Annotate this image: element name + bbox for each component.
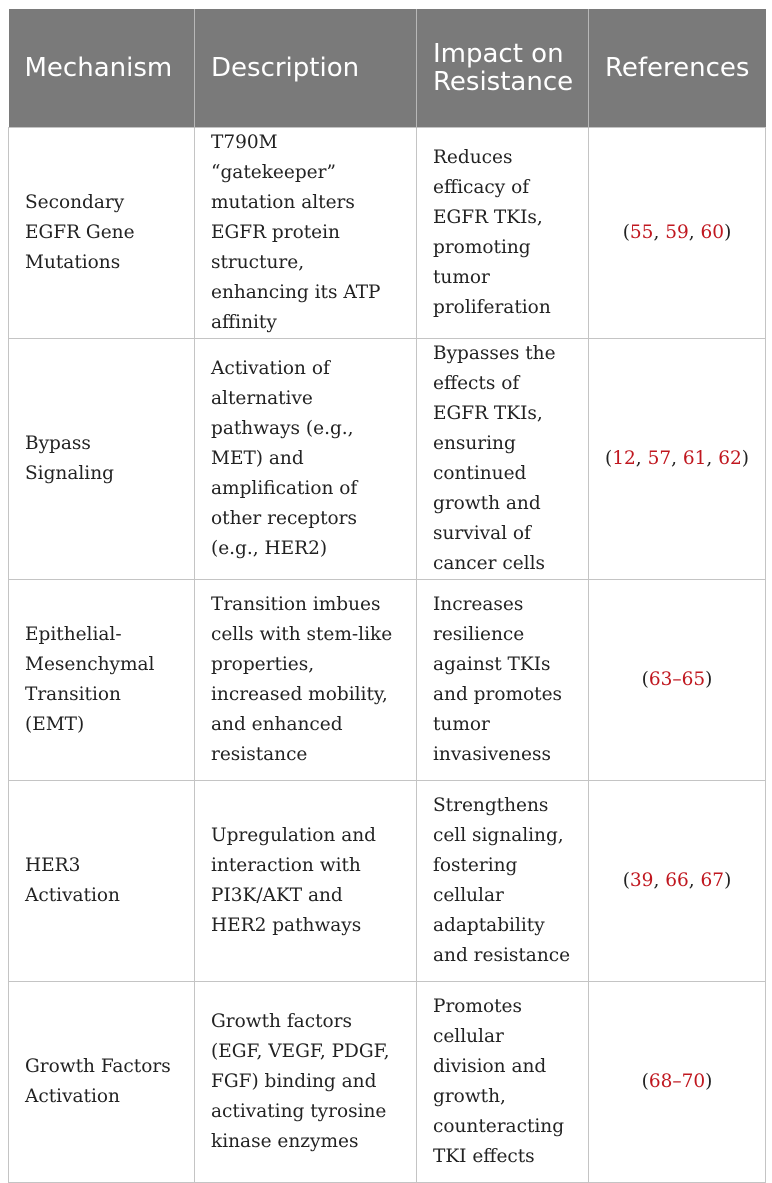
ref-open-paren: ( (605, 448, 613, 469)
ref-close-paren: ) (705, 669, 713, 690)
ref-close-paren: ) (705, 1071, 713, 1092)
reference-link[interactable]: 67 (700, 870, 725, 891)
reference-link[interactable]: 66 (665, 870, 689, 891)
references-cell (589, 580, 766, 781)
ref-separator: , (688, 222, 701, 243)
header-mechanism: Mechanism (9, 9, 195, 128)
table-body (9, 128, 766, 1183)
ref-open-paren: ( (622, 870, 630, 891)
mechanism-cell: Growth Factors Activation (9, 982, 195, 1183)
reference-link[interactable]: 62 (718, 448, 742, 469)
description-cell: T790M “gatekeeper” mutation alters EGFR protein structure, enhancing its ATP affinity (195, 128, 417, 339)
ref-separator: , (653, 870, 666, 891)
description-cell: Transition imbues cells with stem-like properties, increased mobility, and enhanced resistance (195, 580, 417, 781)
ref-open-paren: ( (641, 669, 649, 690)
resistance-mechanisms-table (8, 9, 766, 1183)
table-row (9, 781, 766, 982)
reference-link[interactable]: 63–65 (648, 669, 706, 690)
header-description: Description (195, 9, 417, 128)
reference-link[interactable]: 12 (612, 448, 636, 469)
description-cell: Growth factors (EGF, VEGF, PDGF, FGF) binding and activating tyrosine kinase enzymes (195, 982, 417, 1183)
ref-separator: , (653, 222, 666, 243)
ref-open-paren: ( (622, 222, 630, 243)
reference-link[interactable]: 68–70 (648, 1071, 706, 1092)
header-row (9, 9, 766, 128)
table-row (9, 339, 766, 580)
ref-close-paren: ) (724, 870, 732, 891)
table-header (9, 9, 766, 128)
impact-cell: Promotes cellular division and growth, counteracting TKI effects (417, 982, 589, 1183)
reference-link[interactable]: 60 (700, 222, 725, 243)
ref-open-paren: ( (641, 1071, 649, 1092)
reference-link[interactable]: 55 (629, 222, 654, 243)
ref-separator: , (706, 448, 719, 469)
references-cell (589, 339, 766, 580)
impact-cell: Increases resilience against TKIs and promotes tumor invasiveness (417, 580, 589, 781)
references-cell (589, 781, 766, 982)
mechanism-cell: Bypass Signaling (9, 339, 195, 580)
ref-separator: , (671, 448, 683, 469)
references-cell (589, 982, 766, 1183)
mechanism-cell: Epithelial-Mesenchymal Transition (EMT) (9, 580, 195, 781)
ref-separator: , (635, 448, 648, 469)
header-references: References (589, 9, 766, 128)
table-row (9, 580, 766, 781)
header-impact: Impact on Resistance (417, 9, 589, 128)
description-cell: Activation of alternative pathways (e.g., MET) and amplification of other receptors (e.g., HER2) (195, 339, 417, 580)
ref-close-paren: ) (741, 448, 749, 469)
impact-cell: Strengthens cell signaling, fostering cellular adaptability and resistance (417, 781, 589, 982)
reference-link[interactable]: 57 (647, 448, 672, 469)
mechanism-cell: HER3 Activation (9, 781, 195, 982)
impact-cell: Bypasses the effects of EGFR TKIs, ensuring continued growth and survival of cancer cells (417, 339, 589, 580)
reference-link[interactable]: 59 (665, 222, 689, 243)
references-cell (589, 128, 766, 339)
reference-link[interactable]: 39 (629, 870, 654, 891)
mechanism-cell: Secondary EGFR Gene Mutations (9, 128, 195, 339)
impact-cell: Reduces efficacy of EGFR TKIs, promoting tumor proliferation (417, 128, 589, 339)
table-row (9, 128, 766, 339)
description-cell: Upregulation and interaction with PI3K/AKT and HER2 pathways (195, 781, 417, 982)
reference-link[interactable]: 61 (682, 448, 707, 469)
ref-separator: , (688, 870, 701, 891)
table-row (9, 982, 766, 1183)
ref-close-paren: ) (724, 222, 732, 243)
